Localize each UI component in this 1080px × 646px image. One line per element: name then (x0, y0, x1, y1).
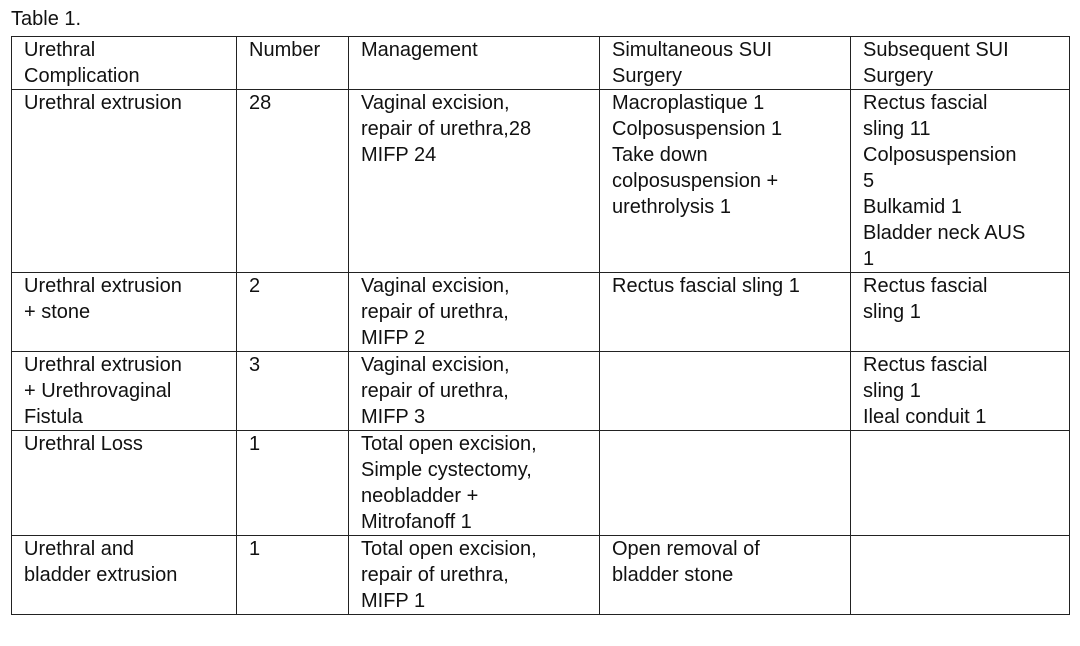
cell-line: MIFP 1 (361, 590, 426, 612)
cell-simultaneous-sui-surgery (600, 273, 851, 352)
cell-line: repair of urethra, (361, 564, 509, 586)
cell-line: urethrolysis 1 (612, 196, 731, 218)
cell-line: Total open excision, (361, 433, 537, 455)
cell-urethral-complication (12, 536, 237, 615)
header-line: Complication (24, 65, 140, 87)
cell-line: Macroplastique 1 (612, 92, 765, 114)
cell-line: colposuspension + (612, 170, 779, 192)
cell-line: Urethral extrusion (24, 92, 182, 114)
cell-line: 1 (249, 433, 261, 455)
header-line: Surgery (612, 65, 683, 87)
cell-line: 5 (863, 170, 875, 192)
header-line: Urethral (24, 39, 96, 61)
header-urethral-complication (12, 37, 237, 90)
cell-line: repair of urethra, (361, 380, 509, 402)
cell-management (349, 273, 600, 352)
cell-number (237, 431, 349, 536)
cell-line: bladder stone (612, 564, 734, 586)
table-row (12, 536, 1070, 615)
cell-line: neobladder + (361, 485, 479, 507)
cell-number (237, 536, 349, 615)
header-line: Simultaneous SUI (612, 39, 773, 61)
cell-line: Total open excision, (361, 538, 537, 560)
cell-line: Colposuspension (863, 144, 1017, 166)
cell-line: + stone (24, 301, 91, 323)
table-caption: Table 1. (11, 8, 82, 30)
cell-line: MIFP 3 (361, 406, 426, 428)
table-row (12, 431, 1070, 536)
cell-line: bladder extrusion (24, 564, 178, 586)
cell-simultaneous-sui-surgery (600, 352, 851, 431)
table-row (12, 352, 1070, 431)
header-subsequent-sui-surgery (851, 37, 1070, 90)
cell-line: 28 (249, 92, 272, 114)
cell-number (237, 352, 349, 431)
cell-subsequent-sui-surgery (851, 536, 1070, 615)
cell-subsequent-sui-surgery (851, 90, 1070, 273)
header-row (12, 37, 1070, 90)
cell-line: Bladder neck AUS (863, 222, 1026, 244)
cell-line: Simple cystectomy, (361, 459, 532, 481)
cell-urethral-complication (12, 273, 237, 352)
cell-line: Open removal of (612, 538, 760, 560)
cell-line: Rectus fascial (863, 354, 988, 376)
cell-line: Rectus fascial (863, 92, 988, 114)
cell-line: Rectus fascial (863, 275, 988, 297)
cell-line: MIFP 2 (361, 327, 426, 349)
cell-management (349, 536, 600, 615)
table-row (12, 273, 1070, 352)
cell-line: Vaginal excision, (361, 275, 510, 297)
cell-urethral-complication (12, 90, 237, 273)
header-line: Management (361, 39, 478, 61)
cell-line: sling 1 (863, 380, 921, 402)
cell-simultaneous-sui-surgery (600, 536, 851, 615)
cell-simultaneous-sui-surgery (600, 90, 851, 273)
header-line: Number (249, 39, 321, 61)
header-line: Subsequent SUI (863, 39, 1009, 61)
cell-line: + Urethrovaginal (24, 380, 172, 402)
cell-simultaneous-sui-surgery (600, 431, 851, 536)
cell-line: Take down (612, 144, 708, 166)
cell-number (237, 90, 349, 273)
cell-line: Vaginal excision, (361, 92, 510, 114)
cell-urethral-complication (12, 352, 237, 431)
cell-line: Mitrofanoff 1 (361, 511, 472, 533)
cell-line: 1 (863, 248, 875, 270)
table-body (12, 90, 1070, 615)
header-management (349, 37, 600, 90)
cell-line: Urethral Loss (24, 433, 143, 455)
cell-management (349, 431, 600, 536)
header-number (237, 37, 349, 90)
complications-table (11, 36, 1070, 615)
cell-management (349, 352, 600, 431)
cell-line: Urethral extrusion (24, 275, 182, 297)
cell-line: MIFP 24 (361, 144, 437, 166)
cell-urethral-complication (12, 431, 237, 536)
cell-line: sling 11 (863, 118, 931, 140)
cell-line: Vaginal excision, (361, 354, 510, 376)
cell-line: Fistula (24, 406, 83, 428)
table-row (12, 90, 1070, 273)
cell-subsequent-sui-surgery (851, 431, 1070, 536)
cell-line: sling 1 (863, 301, 921, 323)
cell-subsequent-sui-surgery (851, 352, 1070, 431)
header-line: Surgery (863, 65, 934, 87)
header-simultaneous-sui-surgery (600, 37, 851, 90)
cell-line: Rectus fascial sling 1 (612, 275, 800, 297)
cell-line: repair of urethra, (361, 301, 509, 323)
cell-line: 3 (249, 354, 261, 376)
cell-number (237, 273, 349, 352)
cell-line: Urethral and (24, 538, 135, 560)
cell-line: repair of urethra,28 (361, 118, 532, 140)
cell-line: 1 (249, 538, 261, 560)
cell-subsequent-sui-surgery (851, 273, 1070, 352)
cell-line: Colposuspension 1 (612, 118, 783, 140)
cell-line: 2 (249, 275, 261, 297)
cell-line: Bulkamid 1 (863, 196, 962, 218)
cell-line: Ileal conduit 1 (863, 406, 987, 428)
cell-management (349, 90, 600, 273)
cell-line: Urethral extrusion (24, 354, 182, 376)
